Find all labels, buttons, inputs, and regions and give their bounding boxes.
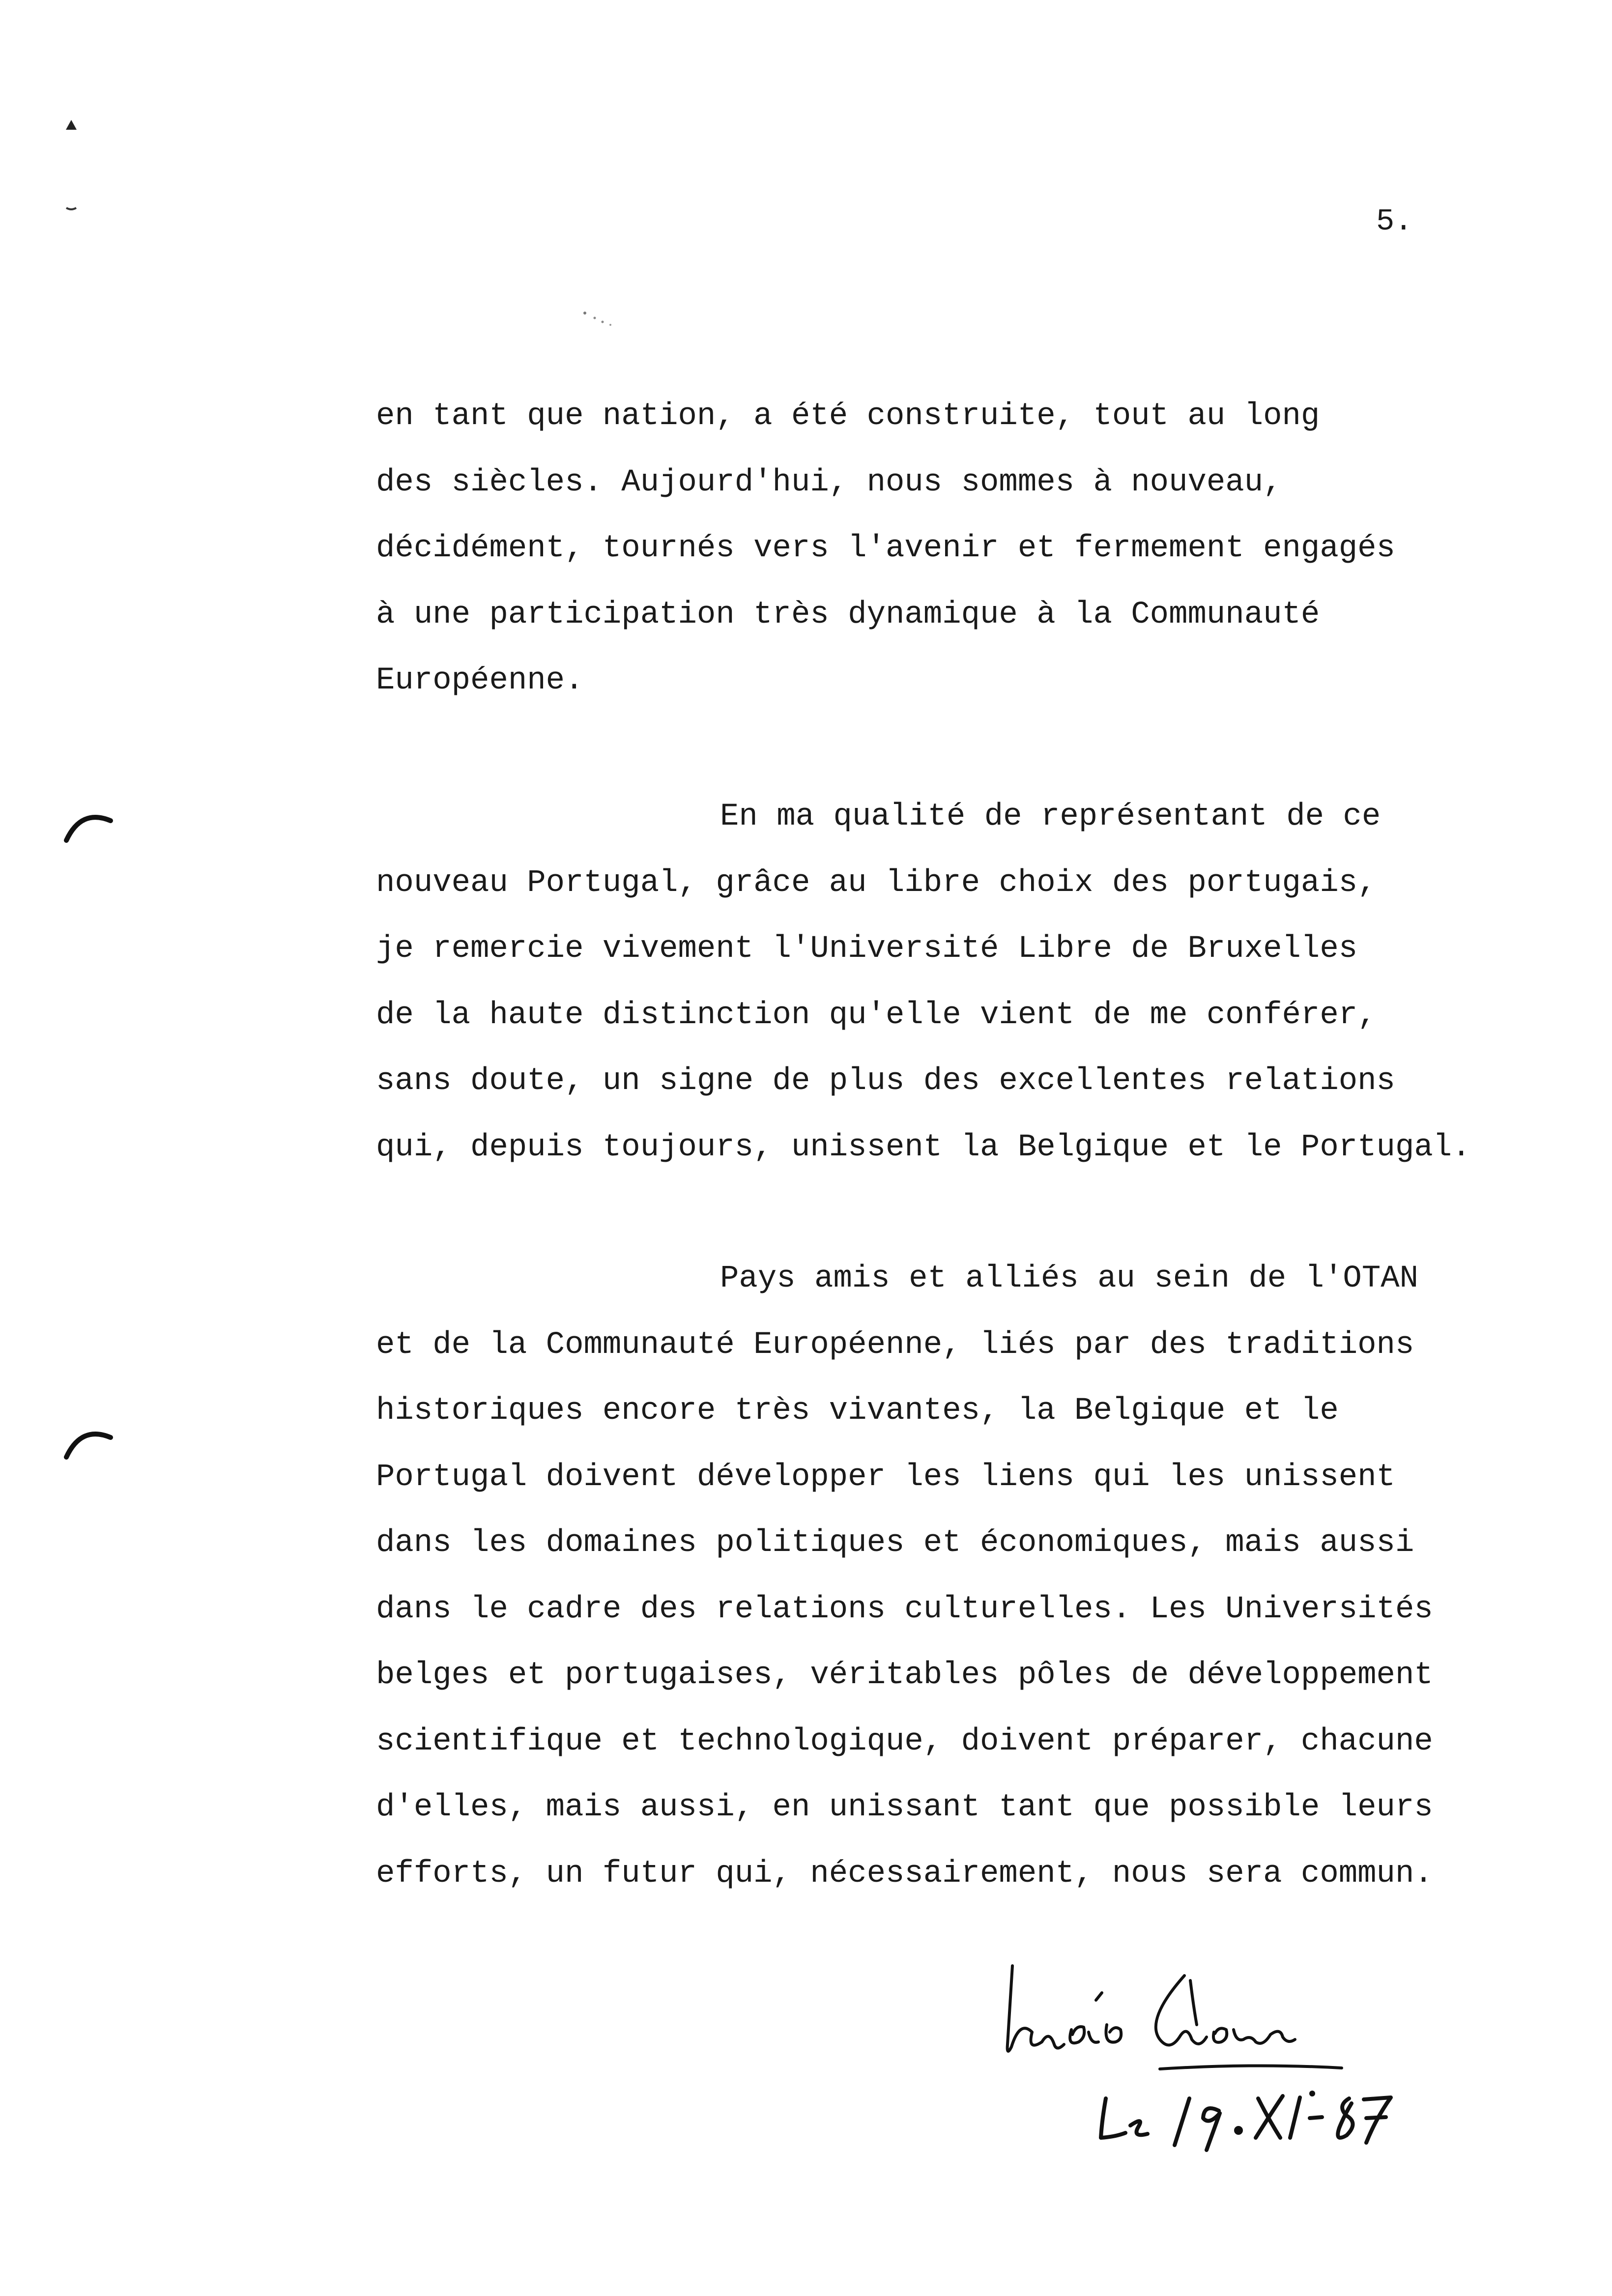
text-line: dans les domaines politiques et économiques, mais aussi (376, 1525, 1414, 1561)
binder-hole-arc (61, 806, 115, 845)
text-line: de la haute distinction qu'elle vient de me conférer, (376, 997, 1377, 1033)
text-line: d'elles, mais aussi, en unissant tant que possible leurs (376, 1790, 1433, 1825)
text-line: historiques encore très vivantes, la Belgique et le (376, 1393, 1339, 1429)
text-line: et de la Communauté Européenne, liés par des traditions (376, 1327, 1414, 1363)
scan-dots (580, 307, 619, 332)
text-line: Européenne. (376, 663, 584, 698)
text-line: décidément, tournés vers l'avenir et fermement engagés (376, 531, 1395, 566)
text-line: dans le cadre des relations culturelles. Les Universités (376, 1591, 1433, 1627)
text-line: qui, depuis toujours, unissent la Belgique et le Portugal. (376, 1129, 1471, 1165)
text-line: à une participation très dynamique à la Communauté (376, 597, 1320, 632)
handwritten-date (1091, 2064, 1425, 2157)
text-line: sans doute, un signe de plus des excellentes relations (376, 1063, 1395, 1099)
paragraph-1 (376, 383, 1555, 714)
scan-speck (64, 204, 79, 214)
binder-hole-arc (61, 1423, 115, 1462)
text-line: je remercie vivement l'Université Libre de Bruxelles (376, 931, 1358, 967)
scan-speck (64, 118, 79, 133)
text-line: Portugal doivent développer les liens qui les unissent (376, 1459, 1395, 1495)
page-number: 5. (1376, 204, 1413, 239)
text-line: scientifique et technologique, doivent préparer, chacune (376, 1723, 1433, 1759)
text-line: efforts, un futur qui, nécessairement, nous sera commun. (376, 1856, 1433, 1892)
text-line: Pays amis et alliés au sein de l'OTAN (720, 1261, 1419, 1296)
text-line: En ma qualité de représentant de ce (720, 799, 1381, 834)
text-line: des siècles. Aujourd'hui, nous sommes à nouveau, (376, 464, 1282, 500)
paragraph-2 (376, 784, 1555, 1180)
text-line: belges et portugaises, véritables pôles de développement (376, 1658, 1433, 1693)
text-line: nouveau Portugal, grâce au libre choix des portugais, (376, 865, 1377, 901)
text-line: en tant que nation, a été construite, tout au long (376, 399, 1320, 434)
paragraph-3 (376, 1246, 1555, 1907)
